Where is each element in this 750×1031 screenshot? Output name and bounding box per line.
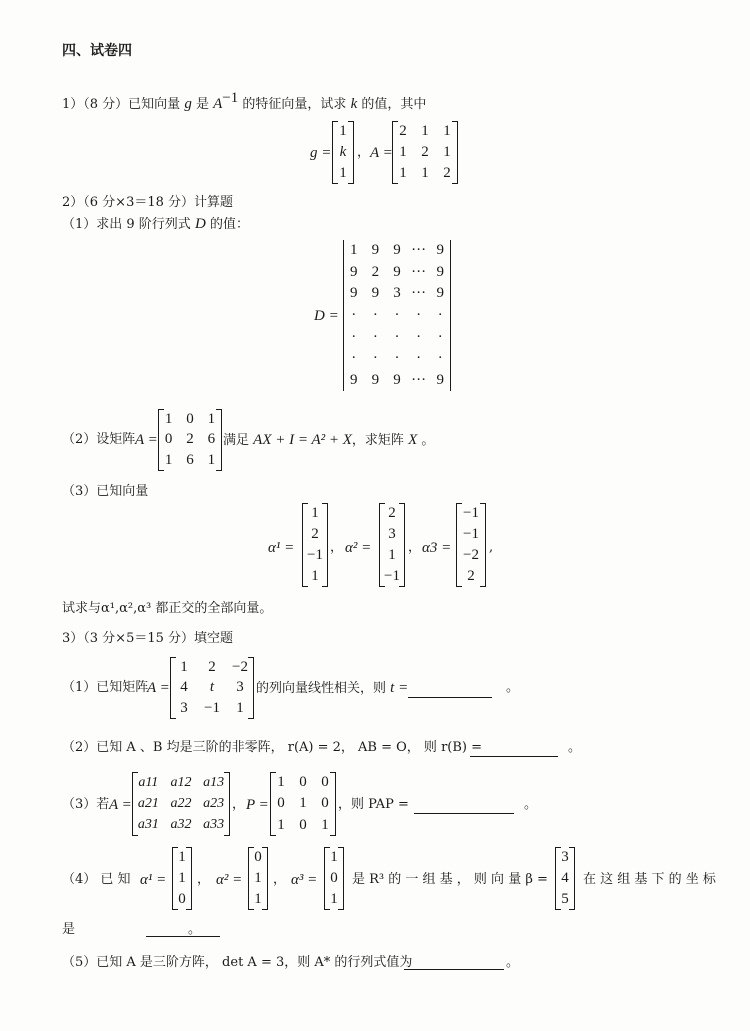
- q3-p3-P-label: P =: [246, 797, 269, 813]
- q1-A-matrix: 2 1 1 1 2 1 1 1 2: [392, 121, 458, 184]
- q3-p3-A-matrix: a11 a12 a13 a21 a22 a23 a31 a32 a33: [132, 772, 230, 836]
- q3-p4-sep-1: ，: [197, 872, 211, 887]
- q3-p4-prefix: （4） 已 知: [62, 872, 131, 887]
- q3-p4-beta-vector: 3 4 5: [555, 847, 575, 910]
- alpha3-label: α3 =: [422, 540, 452, 556]
- alpha-end: ,: [489, 540, 494, 555]
- q3-p3-P-matrix: 1 0 0 0 1 0 1 0 1: [270, 772, 336, 836]
- q1-g-label: g =: [310, 145, 332, 161]
- q1-line: 1）（8 分）已知向量 g 是 $A^{-1}$ 的特征向量，试求 k 的值，其中: [62, 90, 427, 112]
- alpha1-label: α¹ =: [268, 540, 295, 556]
- q2-p2-suffix: 满足 AX + I = A² + X，求矩阵 X 。: [223, 432, 435, 448]
- q3-p4-sep-2: ，: [273, 872, 287, 887]
- q3-p4-a3-label: α³ =: [291, 872, 318, 888]
- q3-p4-end: 。: [188, 922, 202, 937]
- q3-p5-end: 。: [506, 955, 520, 970]
- q2-D-label: D =: [314, 308, 339, 324]
- q3-p4-a2-label: α² =: [216, 872, 243, 888]
- q2-determinant: 1 9 9 ··· 9 9 2 9 ··· 9 9 9 3 ··· 9 · · · · · · · · · · · · · · · 9 9 9 ··· 9: [343, 240, 451, 391]
- q3-heading: 3）（3 分×5＝15 分）填空题: [62, 631, 234, 646]
- q3-p1-answer-blank[interactable]: [408, 697, 492, 698]
- q3-p3-end: 。: [524, 797, 538, 812]
- q2-p2-prefix: （2）设矩阵: [62, 432, 136, 447]
- q3-p4-a2-vector: 0 1 1: [248, 847, 268, 910]
- alpha1-vector: 1 2 −1 1: [302, 503, 328, 587]
- q2-p3-prefix: （3）已知向量: [62, 484, 149, 499]
- q3-p1-A-matrix: 1 2 −2 4 t 3 3 −1 1: [170, 657, 254, 719]
- q3-p2-end: 。: [568, 740, 582, 755]
- alpha3-vector: −1 −1 −2 2: [456, 503, 486, 587]
- q3-p3-sep: ，: [232, 797, 246, 812]
- q3-p4-answer-blank[interactable]: [146, 936, 220, 937]
- q3-p4-tail: 在 这 组 基 下 的 坐 标: [583, 872, 716, 887]
- q3-p1-suffix: 的列向量线性相关，则 t =: [256, 680, 409, 696]
- q3-p1-A-label: A =: [147, 680, 170, 696]
- q3-p2-line: （2）已知 A 、B 均是三阶的非零阵， r(A) = 2， AB = O， 则 r(B) =: [62, 740, 483, 755]
- q1-A-label: A =: [370, 145, 393, 161]
- alpha2-label: α² =: [345, 540, 372, 556]
- q3-p5-answer-blank[interactable]: [404, 969, 504, 970]
- q2-p1-line: （1）求出 9 阶行列式 D 的值：: [62, 216, 249, 232]
- q3-p2-answer-blank[interactable]: [470, 756, 558, 757]
- q2-p2-A-matrix: 1 0 1 0 2 6 1 6 1: [158, 409, 222, 471]
- q2-p2-A-label: A =: [135, 432, 158, 448]
- q3-p4-a1-label: α¹ =: [140, 872, 167, 888]
- q3-p3-A-label: A =: [109, 797, 132, 813]
- q3-p5-line: （5）已知 A 是三阶方阵， det A = 3，则 A* 的行列式值为: [62, 955, 413, 970]
- q2-p3-followup: 试求与α¹,α²,α³ 都正交的全部向量。: [62, 601, 273, 616]
- q3-p4-middle: 是 R³ 的 一 组 基 ， 则 向 量 β =: [352, 872, 548, 887]
- q1-sep: ，: [357, 145, 371, 160]
- alpha-sep-1: ，: [330, 540, 344, 555]
- q3-p4-a1-vector: 1 1 0: [172, 847, 192, 910]
- alpha-sep-2: ，: [408, 540, 422, 555]
- q3-p3-prefix: （3）若: [62, 797, 110, 812]
- q1-g-vector: 1 k 1: [332, 121, 354, 184]
- q3-p4-continued: 是: [62, 922, 76, 937]
- q3-p4-a3-vector: 1 0 1: [324, 847, 344, 910]
- q2-heading: 2）（6 分×3＝18 分）计算题: [62, 195, 234, 210]
- q3-p1-end: 。: [506, 680, 520, 695]
- q3-p1-prefix: （1）已知矩阵: [62, 680, 149, 695]
- q3-p3-suffix: ，则 PAP =: [338, 797, 409, 812]
- alpha2-vector: 2 3 1 −1: [379, 503, 405, 587]
- section-title: 四、试卷四: [62, 43, 132, 59]
- q3-p3-answer-blank[interactable]: [414, 813, 514, 814]
